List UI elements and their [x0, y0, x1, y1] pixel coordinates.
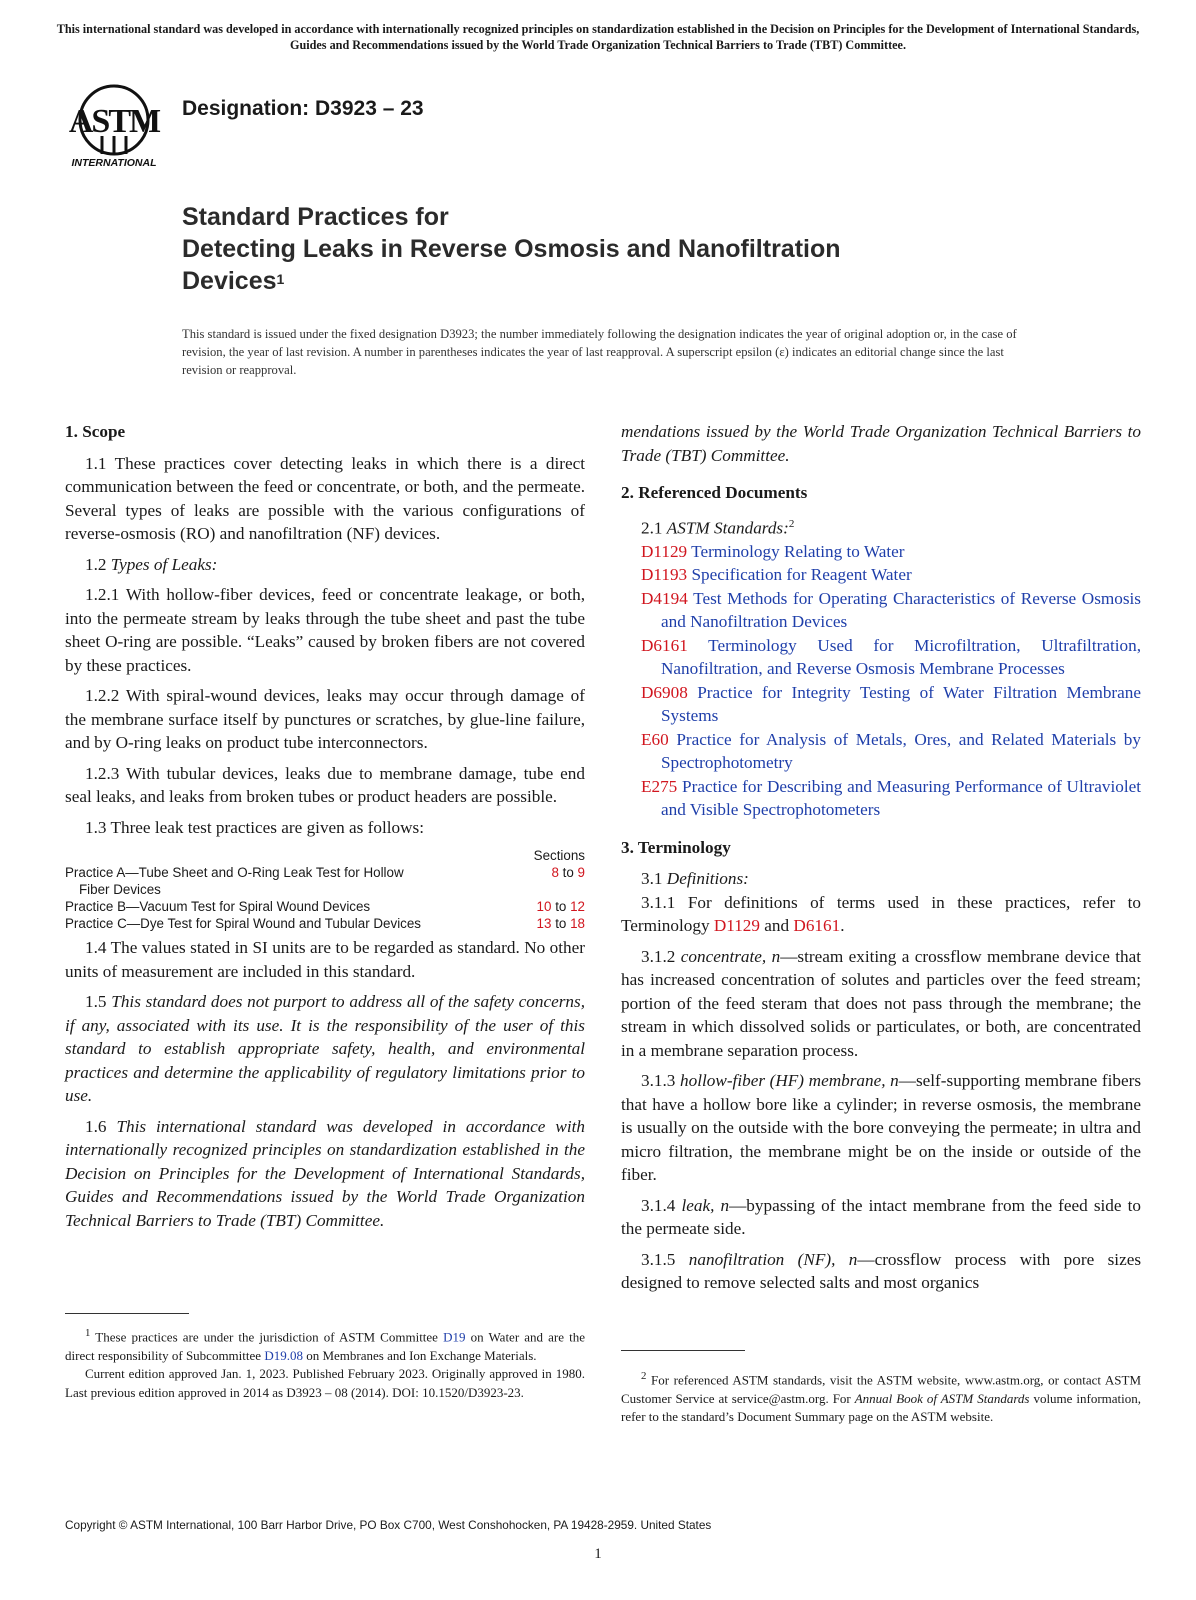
continuation-text: mendations issued by the World Trade Organization Technical Barriers to Trade (TBT) Committee.: [621, 422, 1141, 465]
sections-header: Sections: [533, 848, 585, 863]
committee-link[interactable]: D19: [443, 1329, 466, 1345]
para-1-2-3: 1.2.3 With tubular devices, leaks due to membrane damage, tube end seal leaks, and leaks from broken tubes or product headers are possible.: [65, 763, 585, 806]
document-title: [182, 201, 841, 297]
page-number: 1: [594, 1546, 602, 1562]
para-2-1: 2.1 ASTM Standards:$^2$: [641, 517, 795, 538]
title-line-1: Standard Practices for: [182, 203, 449, 231]
reference-title-link[interactable]: Specification for Reagent Water: [691, 565, 912, 585]
reference-item: [621, 587, 1141, 634]
para-1-6: 1.6 This international standard was developed in accordance with internationally recognized principles on standardization established in the Decision on Principles for the Development of International Standards, Guides and Recommendations issued by the World Trade Organization Technical Barriers to Trade (TBT) Committee.: [65, 1116, 585, 1230]
reference-code-link[interactable]: D6161: [641, 635, 688, 655]
section-link[interactable]: 13: [536, 916, 552, 931]
reference-title-link[interactable]: Terminology Relating to Water: [691, 541, 905, 561]
reference-item: [621, 634, 1141, 681]
section-link[interactable]: 8: [551, 865, 559, 880]
reference-code-link[interactable]: E60: [641, 729, 669, 749]
section-link[interactable]: 18: [570, 916, 585, 931]
title-line-2: Detecting Leaks in Reverse Osmosis and Nanofiltration: [182, 235, 841, 263]
para-1-5: 1.5 This standard does not purport to address all of the safety concerns, if any, associated with its use. It is the responsibility of the user of this standard to establish appropriate safety, health, and environmental practices and determine the applicability of regulatory limitations prior to use.: [65, 992, 586, 1105]
svg-text:ASTM: ASTM: [68, 103, 160, 140]
reference-item: [621, 540, 1141, 564]
title-line-3: Devices: [182, 267, 277, 295]
reference-code-link[interactable]: E275: [641, 776, 678, 796]
section-link[interactable]: 10: [536, 899, 552, 914]
para-3-1-5: 3.1.5 nanofiltration (NF), n—crossflow process with pore sizes designed to remove selected salts and most organics: [621, 1249, 1142, 1293]
practices-table: Sections Practice A—Tube Sheet and O-Ring Leak Test for Hollow 8 to 9 Fiber Devices Practice B—Vacuum Test for Spiral Wound Devices 10 to 12 Practice C—Dye Test for Spiral Wound and Tubular Devices 13 to 18: [65, 848, 585, 931]
subcommittee-link[interactable]: D19.08: [264, 1347, 303, 1363]
copyright: Copyright © ASTM International, 100 Barr Harbor Drive, PO Box C700, West Conshohocken, PA 19428-2959. United States: [65, 1518, 712, 1532]
astm-logo: [62, 78, 172, 168]
reference-title-link[interactable]: Terminology Used for Microfiltration, Ultrafiltration, Nanofiltration, and Reverse Osmosis Membrane Processes: [661, 635, 1141, 679]
reference-code-link[interactable]: D6908: [641, 682, 688, 702]
left-column: [65, 420, 586, 1230]
table-row: Practice C—Dye Test for Spiral Wound and Tubular Devices 13 to 18: [65, 916, 585, 931]
reference-code-link[interactable]: D4194: [641, 588, 688, 608]
reference-code-link[interactable]: D1129: [641, 541, 688, 561]
reference-title-link[interactable]: Practice for Analysis of Metals, Ores, and Related Materials by Spectrophotometry: [661, 729, 1141, 773]
right-column: [621, 420, 1141, 1302]
svg-text:INTERNATIONAL: INTERNATIONAL: [71, 157, 157, 169]
terminology-link[interactable]: D1129: [713, 916, 760, 936]
terminology-link[interactable]: D6161: [793, 916, 841, 936]
reference-item: [621, 681, 1141, 728]
para-1-3: 1.3 Three leak test practices are given as follows:: [85, 817, 425, 837]
reference-title-link[interactable]: Test Methods for Operating Characteristics of Reverse Osmosis and Nanofiltration Devices: [661, 588, 1141, 632]
designation: Designation: D3923 – 23: [182, 97, 424, 120]
issued-note: This standard is issued under the fixed designation D3923; the number immediately following the designation indicates the year of original adoption or, in the case of revision, the year of last revision. A number in parentheses indicates the year of last reapproval. A superscript epsilon (ε) indicates an editorial change since the last revision or reapproval.: [182, 327, 1017, 377]
para-1-4: 1.4 The values stated in SI units are to be regarded as standard. No other units of measurement are included in this standard.: [65, 938, 585, 981]
section-link[interactable]: 12: [570, 899, 585, 914]
para-1-2-1: 1.2.1 With hollow-fiber devices, feed or concentrate leakage, or both, into the permeate stream by leaks through the tube sheet and past the tube sheet O-ring are possible. “Leaks” caused by broken fibers are not covered by these practices.: [65, 585, 585, 675]
reference-item: [621, 728, 1141, 775]
footnote-rule: [65, 1313, 189, 1314]
title-footnote-mark: 1: [276, 271, 285, 287]
para-3-1-3: 3.1.3 hollow-fiber (HF) membrane, n—self-supporting membrane fibers that have a hollow bore like a cylinder; in reverse osmosis, the membrane is usually on the outside with the bore conveying the permeate; in ultra and micro filtration, the membrane might be on the inside or outside of the fiber.: [621, 1071, 1142, 1185]
reference-item: [621, 775, 1141, 822]
section-3-heading: 3. Terminology: [621, 837, 731, 857]
para-1-1: 1.1 These practices cover detecting leaks in which there is a direct communication between the feed or concentrate, or both, and the permeate. Several types of leaks are possible with the various configurations of reverse-osmosis (RO) and nanofiltration (NF) devices.: [65, 453, 585, 543]
table-row: Practice B—Vacuum Test for Spiral Wound Devices 10 to 12: [65, 899, 585, 914]
section-1-heading: 1. Scope: [65, 422, 126, 441]
para-1-2-2: 1.2.2 With spiral-wound devices, leaks may occur through damage of the membrane surface itself by punctures or scratches, by glue-line failure, and by O-ring leaks on product tube interconnectors.: [65, 686, 585, 752]
para-3-1-2: 3.1.2 concentrate, n—stream exiting a crossflow membrane device that has increased concentration of solutes and particles over the feed stream; portion of the feed steram that does not pass through the membrane; the stream in which dissolved solids or particulates, or both, are concentrated in a membrane separation process.: [621, 946, 1141, 1060]
footnote-rule: [621, 1350, 745, 1351]
footnote-1: $^1$ These practices are under the jurisdiction of ASTM Committee D19 on Water and are the direct responsibility of Subcommittee D19.08 on Membranes and Ion Exchange Materials. Current edition approved Jan. 1, 2023. Published February 2023. Originally approved in 1980. Last previous edition approved in 2014 as D3923 – 08 (2014). DOI: 10.1520/D3923-23.: [65, 1327, 586, 1400]
reference-item: [621, 563, 1141, 587]
para-3-1-1: 3.1.1 For definitions of terms used in these practices, refer to Terminology D1129 and D6161.: [621, 892, 1141, 936]
reference-title-link[interactable]: Practice for Describing and Measuring Performance of Ultraviolet and Visible Spectrophotometers: [661, 776, 1142, 820]
para-3-1: 3.1 Definitions:: [641, 869, 749, 889]
table-row: Practice A—Tube Sheet and O-Ring Leak Test for Hollow 8 to 9: [65, 865, 585, 880]
reference-code-link[interactable]: D1193: [641, 565, 688, 585]
para-1-2: 1.2 Types of Leaks:: [85, 554, 218, 574]
footnote-2: $^2$ For referenced ASTM standards, visit the ASTM website, www.astm.org, or contact ASTM Customer Service at service@astm.org. For Annual Book of ASTM Standards volume information, refer to the standard’s Document Summary page on the ASTM website.: [621, 1370, 1142, 1425]
header-notice: This international standard was developed in accordance with internationally recognized principles on standardization established in the Decision on Principles for the Development of International Standards, Guides and Recommendations issued by the World Trade Organization Technical Barriers to Trade (TBT) Committee.: [56, 22, 1140, 52]
para-3-1-4: 3.1.4 leak, n—bypassing of the intact membrane from the feed side to the permeate side.: [621, 1195, 1141, 1239]
section-link[interactable]: 9: [577, 865, 585, 880]
reference-title-link[interactable]: Practice for Integrity Testing of Water Filtration Membrane Systems: [661, 682, 1141, 726]
section-2-heading: 2. Referenced Documents: [621, 483, 808, 502]
